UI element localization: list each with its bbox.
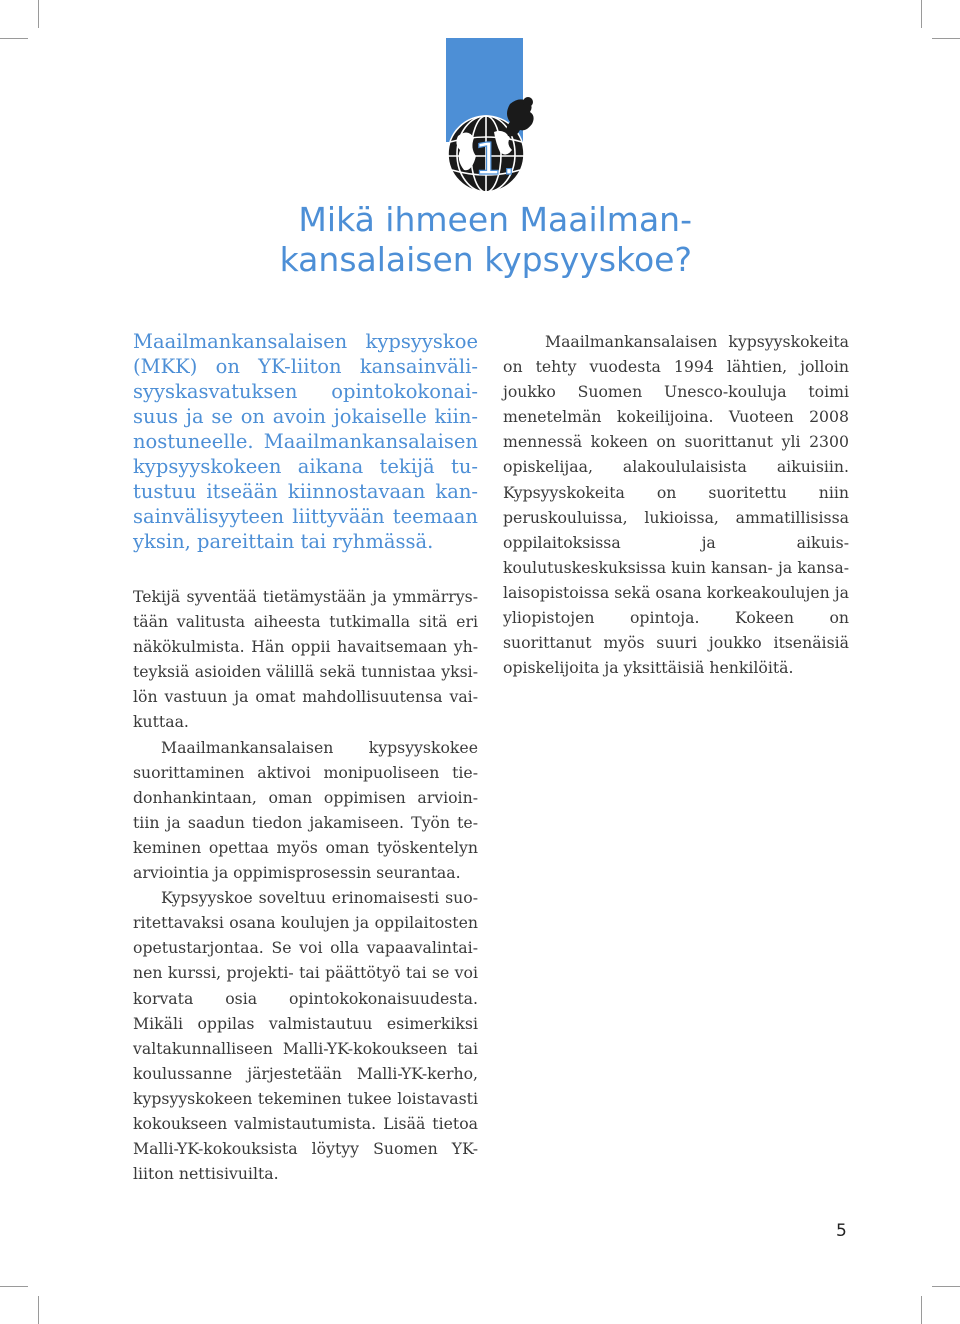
crop-mark — [932, 38, 960, 39]
crop-mark — [921, 0, 922, 28]
intro-paragraph: Maailmankansalaisen kypsyyskoe (MKK) on YK-liiton kansainvälisyyskasvatuksen opintokokonaisuus ja se on avoin jokaiselle kiinnostuneelle. Maailmankansalaisen kypsyyskokeen aikana tekijä tutustuu itseään kiinnostavaan kansainvälisyyteen liittyvään teemaan yksin, pareittain tai ryhmässä. — [133, 330, 478, 553]
crop-mark — [932, 1286, 960, 1287]
crop-mark — [0, 38, 28, 39]
page-number: 5 — [836, 1221, 847, 1241]
globe-with-thinker-icon — [440, 92, 544, 200]
crop-mark — [0, 1286, 28, 1287]
body-paragraph: Tekijä syventää tietämystään ja ymmärrystään valitusta aiheesta tutkimalla sitä eri näkökulmista. Hän oppii havaitsemaan yhteyksiä asioiden välillä sekä tunnistaa yksilön vastuun ja omat mahdollisuutensa vaikuttaa. — [133, 587, 478, 732]
page-title — [252, 200, 692, 280]
right-column — [503, 329, 849, 680]
crop-mark — [38, 0, 39, 28]
left-column — [133, 584, 478, 1186]
title-line-1: Mikä ihmeen Maailman- — [298, 200, 692, 239]
chapter-number: 1. — [474, 134, 516, 185]
crop-mark — [921, 1296, 922, 1324]
body-paragraph: Kypsyyskoe soveltuu erinomaisesti suoritettavaksi osana koulujen ja oppilaitosten opetustarjontaa. Se voi olla vapaavalintainen kurssi, projekti- tai päättötyö tai se voi korvata osia opintokokonaisuudesta. Mikäli oppilas valmistautuu esimerkiksi valtakunnalliseen Malli-YK-kokoukseen tai koulussanne järjestetään Malli-YK-kerho, kypsyyskokeen tekeminen tukee loistavasti kokoukseen valmistautumista. Lisää tietoa Malli-YK-kokouksista löytyy Suomen YK-liiton nettisivuilta. — [133, 888, 478, 1184]
title-line-2: kansalaisen kypsyyskoe? — [279, 240, 692, 279]
crop-mark — [38, 1296, 39, 1324]
body-paragraph: Maailmankansalaisen kypsyyskokeita on tehty vuodesta 1994 lähtien, jolloin joukko Suomen Unesco-kouluja toimi menetelmän kokeilijoina. Vuoteen 2008 mennessä kokeen on suorittanut yli 2300 opiskelijaa, alakoululaisista aikuisiin. Kypsyyskokeita on suoritettu niin peruskouluissa, lukioissa, ammatillisissa oppilaitoksissa ja aikuiskoulutuskeskuksissa kuin kansan- ja kansalaisopistoissa sekä osana korkeakoulujen ja yliopistojen opintoja. Kokeen on suorittanut myös suuri joukko itsenäisiä opiskelijoita ja yksittäisiä henkilöitä. — [503, 332, 849, 678]
body-paragraph: Maailmankansalaisen kypsyyskokee suorittaminen aktivoi monipuoliseen tiedonhankintaan, oman oppimisen arviointiin ja saadun tiedon jakamiseen. Työn tekeminen opettaa myös oman työskentelyn arviointia ja oppimisprosessin seurantaa. — [133, 737, 478, 883]
